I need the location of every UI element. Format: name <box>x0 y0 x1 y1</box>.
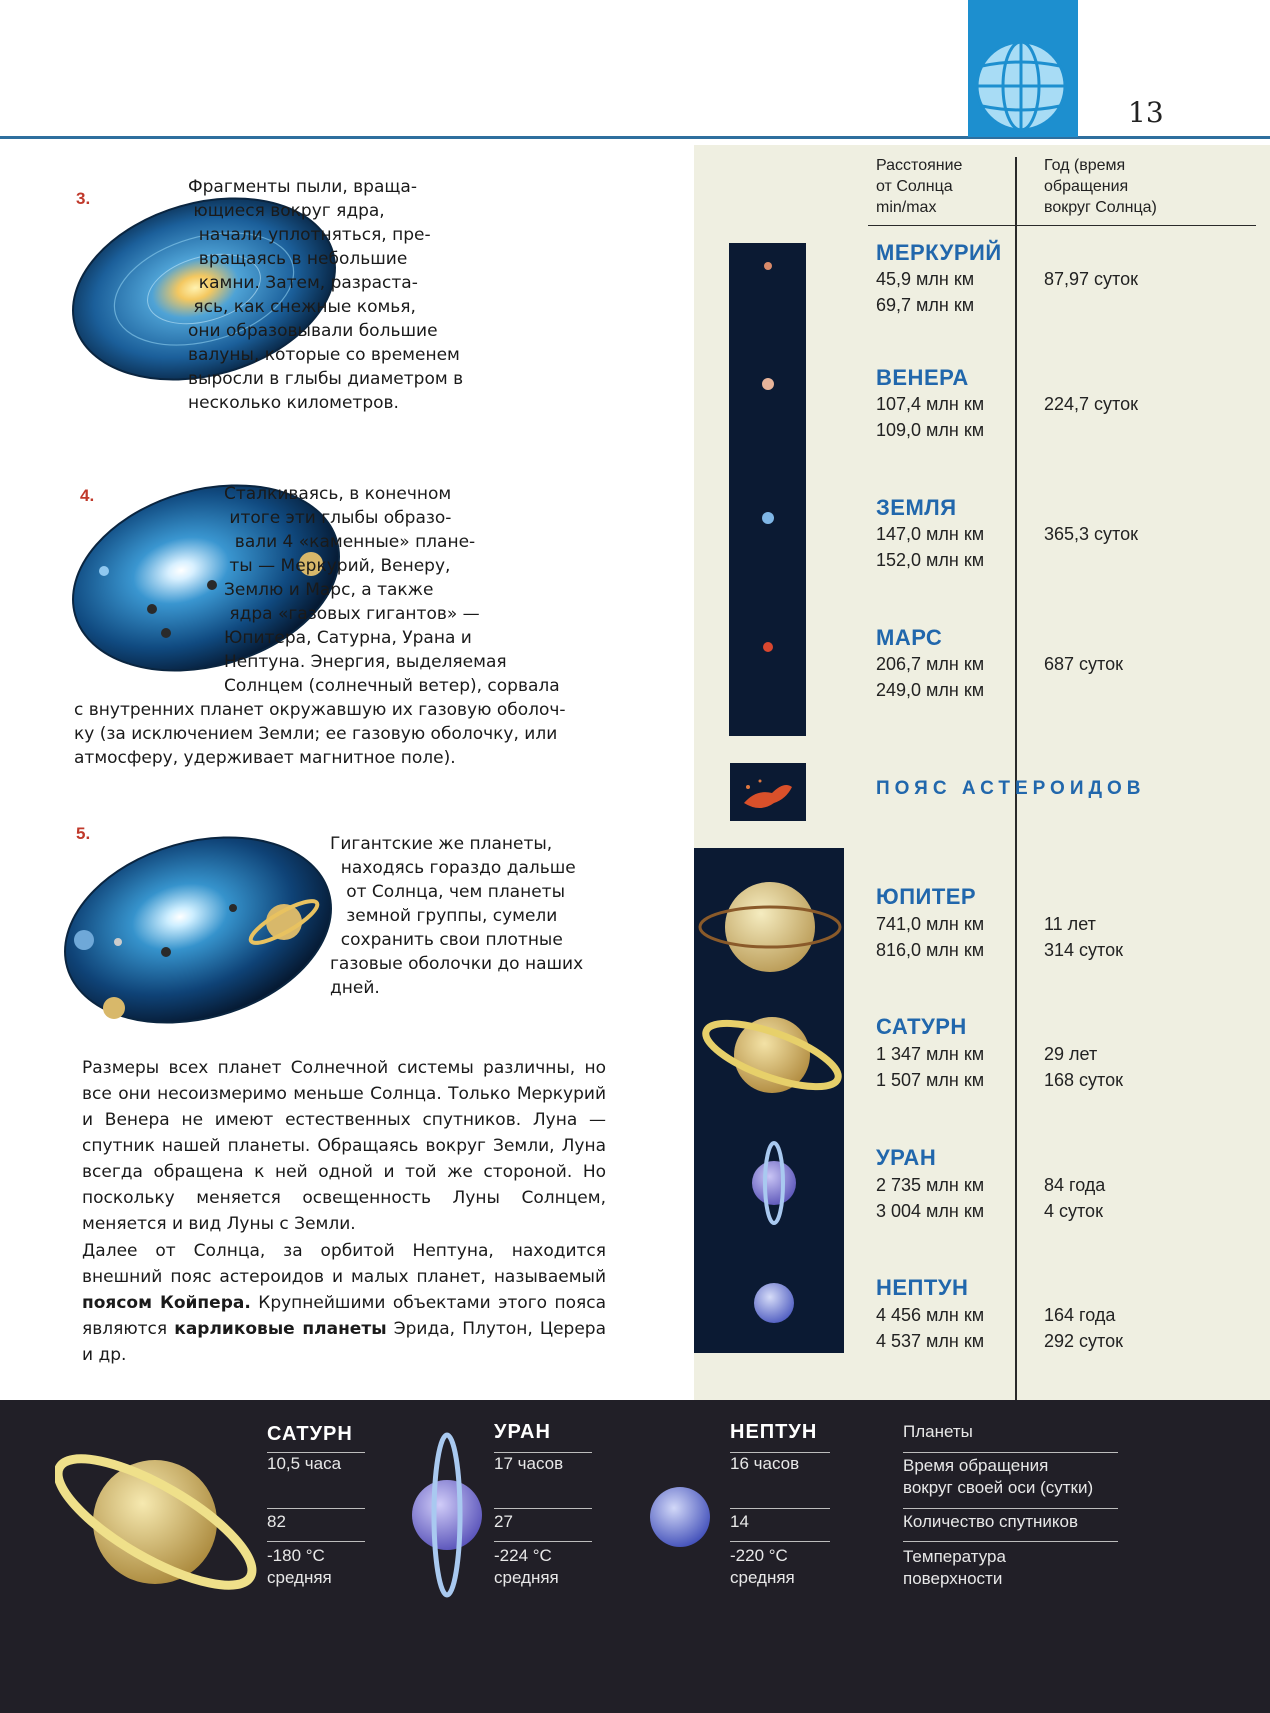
planet-distance: 206,7 млн км 249,0 млн км <box>876 654 985 700</box>
giant-planets-illustration <box>56 830 346 1030</box>
legend-moons: Количество спутников <box>903 1512 1079 1531</box>
planet-year: 11 лет 314 суток <box>1044 914 1123 960</box>
rotation-period: 10,5 часа <box>267 1454 342 1473</box>
saturn-icon <box>55 1436 268 1600</box>
planet-year: 84 года 4 суток <box>1044 1175 1106 1221</box>
table-header-year: Год (время обращения вокруг Солнца) <box>1044 157 1157 216</box>
planet-distance: 4 456 млн км 4 537 млн км <box>876 1305 985 1351</box>
divider <box>730 1508 830 1509</box>
planet-name: НЕПТУН <box>876 1275 969 1300</box>
surface-temperature: -220 °C средняя <box>730 1546 795 1587</box>
surface-temperature: -224 °C средняя <box>494 1546 559 1587</box>
planet-distance: 1 347 млн км 1 507 млн км <box>876 1044 985 1090</box>
moon-count: 14 <box>730 1512 749 1531</box>
venus-icon <box>762 378 774 390</box>
saturn-icon <box>699 1010 844 1099</box>
divider <box>494 1508 592 1509</box>
mercury-icon <box>764 262 772 270</box>
planet-distance: 147,0 млн км 152,0 млн км <box>876 524 985 570</box>
planet-distance: 45,9 млн км 69,7 млн км <box>876 269 975 315</box>
divider <box>494 1541 592 1542</box>
planet-distance: 741,0 млн км 816,0 млн км <box>876 914 985 960</box>
term-dwarf-planets: карликовые планеты <box>174 1319 387 1339</box>
planet-distance: 107,4 млн км 109,0 млн км <box>876 394 985 440</box>
uranus-icon <box>752 1143 796 1223</box>
surface-temperature: -180 °C средняя <box>267 1546 332 1587</box>
moon-count: 82 <box>267 1512 286 1531</box>
planet-name: ЮПИТЕР <box>876 884 977 909</box>
planet-year: 87,97 суток <box>1044 269 1138 289</box>
rotation-period: 16 часов <box>730 1454 800 1473</box>
planet-distance: 2 735 млн км 3 004 млн км <box>876 1175 985 1221</box>
planet-name: МАРС <box>876 625 943 650</box>
uranus-icon <box>412 1435 482 1595</box>
divider <box>267 1541 365 1542</box>
moon-count: 27 <box>494 1512 513 1531</box>
bottom-planet-name: САТУРН <box>267 1423 353 1445</box>
planet-name: ВЕНЕРА <box>876 365 969 390</box>
bottom-planet-name: НЕПТУН <box>730 1421 818 1443</box>
globe-icon <box>968 0 1078 137</box>
rotation-period: 17 часов <box>494 1454 564 1473</box>
jupiter-icon <box>700 882 840 972</box>
step-text: Сталкиваясь, в конечном итоге эти глыбы образо- вали 4 «каменные» плане- ты — Меркурий, Венеру, Землю и Марс, а также ядра «газовых гигантов» — Юпитера, Сатурна, Урана и Нептуна. Энергия, выделяемая Солнцем (солнечный ветер), сорвала <box>224 484 560 696</box>
step-number: 4. <box>80 486 95 505</box>
planet-name: ЗЕМЛЯ <box>876 495 957 520</box>
planet-year: 224,7 суток <box>1044 394 1138 414</box>
earth-icon <box>762 512 774 524</box>
planet-icons <box>694 243 844 1353</box>
body-paragraph: Размеры всех планет Солнечной системы различны, но все они несоизмеримо меньше Солнца. Только Меркурий и Венера не имеют естественных спутников. Луна — спутник нашей планеты. Обращаясь вокруг Земли, Луна всегда обращена к ней одной и той же стороной. Но поскольку меняется освещенность Луны Солнцем, меняется и вид Луны с Земли. <box>82 1058 606 1234</box>
table-header-distance: Расстояние от Солнца min/max <box>876 157 963 216</box>
planet-name: УРАН <box>876 1145 937 1170</box>
planet-name: МЕРКУРИЙ <box>876 240 1002 265</box>
legend-rotation: Время обращения вокруг своей оси (сутки) <box>903 1456 1094 1497</box>
bottom-planet-name: УРАН <box>494 1421 551 1443</box>
page-number: 13 <box>1128 96 1164 129</box>
term-kuiper-belt: поясом Койпера. <box>82 1293 251 1313</box>
legend-planets: Планеты <box>903 1422 973 1441</box>
divider <box>903 1452 1118 1453</box>
planet-name: САТУРН <box>876 1014 967 1039</box>
divider <box>903 1508 1118 1509</box>
divider <box>730 1541 830 1542</box>
neptune-icon <box>650 1487 710 1547</box>
neptune-icon <box>754 1283 794 1323</box>
mars-icon <box>763 642 773 652</box>
bottom-planet-images <box>55 1430 755 1600</box>
divider <box>267 1508 365 1509</box>
planet-year: 29 лет 168 суток <box>1044 1044 1123 1090</box>
planet-year: 365,3 суток <box>1044 524 1138 544</box>
globe-badge <box>968 0 1078 137</box>
divider <box>903 1541 1118 1542</box>
body-paragraph: Далее от Солнца, за орбитой Нептуна, находится внешний пояс астероидов и малых планет, называемый поясом Койпера. Крупнейшими объектами этого пояса являются карликовые планеты Эрида, Плутон, Церера и др. <box>82 1241 606 1365</box>
planet-year: 687 суток <box>1044 654 1123 674</box>
legend-temperature: Температура поверхности <box>903 1547 1006 1588</box>
step-text-tail: с внутренних планет окружавшую их газовую оболоч- ку (за исключением Земли; ее газовую оболочку, или атмосферу, удерживает магнитное поле). <box>74 700 566 768</box>
asteroid-belt-label: ПОЯС АСТЕРОИДОВ <box>876 778 1146 799</box>
header-rule <box>0 136 1270 139</box>
step-number: 3. <box>76 189 91 208</box>
step-text: Гигантские же планеты, находясь гораздо дальше от Солнца, чем планеты земной группы, сумели сохранить свои плотные газовые оболочки до наших дней. <box>330 834 584 998</box>
step-text: Фрагменты пыли, враща- ющиеся вокруг ядра, начали уплотняться, пре- вращаясь в небольшие камни. Затем, разраста- ясь, как снежные комья, они образовывали большие валуны, которые со временем выросли в глыбы диаметром в несколько километров. <box>188 177 464 413</box>
step-number: 5. <box>76 824 91 843</box>
planet-year: 164 года 292 суток <box>1044 1305 1123 1351</box>
table-header-rule <box>868 225 1256 226</box>
